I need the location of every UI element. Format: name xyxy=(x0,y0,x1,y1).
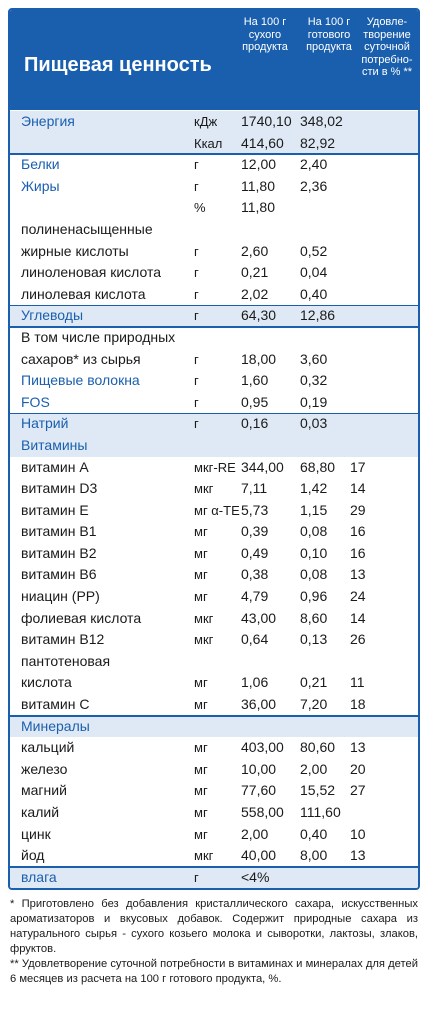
row-value-dry: 414,60 xyxy=(241,134,284,151)
row-value-dry: 1740,10 xyxy=(241,113,292,129)
row-value-dry: 558,00 xyxy=(241,804,284,820)
row-name: витамин B6 xyxy=(21,566,97,583)
row-unit: г xyxy=(194,416,199,432)
table-row xyxy=(10,737,418,759)
table-row xyxy=(10,111,418,133)
table-row xyxy=(10,241,418,263)
row-unit: г xyxy=(194,178,199,194)
row-value-dry: 1,06 xyxy=(241,674,269,691)
row-unit: мг xyxy=(194,524,208,540)
row-name: Пищевые волокна xyxy=(21,372,140,389)
row-unit: г xyxy=(194,351,199,367)
row-unit: мг xyxy=(194,697,208,713)
table-row xyxy=(10,197,418,219)
table-row xyxy=(10,262,418,284)
row-value-ready: 0,96 xyxy=(300,588,328,605)
table-row xyxy=(10,413,418,435)
row-unit: мг xyxy=(194,783,208,799)
row-unit: мг xyxy=(194,805,208,820)
row-name: полиненасыщенные xyxy=(21,220,153,237)
row-value-ready: 348,02 xyxy=(300,113,343,129)
row-name: Белки xyxy=(21,156,60,173)
table-row xyxy=(10,716,418,738)
row-unit: мг xyxy=(194,740,208,756)
row-name: жирные кислоты xyxy=(21,242,129,259)
section-divider xyxy=(10,715,418,717)
table-row xyxy=(10,219,418,241)
row-value-dry: 5,73 xyxy=(241,501,269,518)
row-value-dry: <4% xyxy=(241,868,270,885)
row-value-ready: 0,40 xyxy=(300,825,328,842)
row-value-dry: 2,60 xyxy=(241,242,269,259)
row-value-daily: 14 xyxy=(350,609,366,626)
row-value-ready: 8,60 xyxy=(300,609,328,626)
row-value-dry: 0,49 xyxy=(241,544,269,561)
row-value-ready: 1,42 xyxy=(300,480,328,497)
row-name: витамин C xyxy=(21,696,90,713)
row-value-daily: 29 xyxy=(350,501,366,518)
row-value-dry: 43,00 xyxy=(241,609,277,626)
row-name: сахаров* из сырья xyxy=(21,350,141,367)
table-row xyxy=(10,586,418,608)
header-per-100g-dry: На 100 г сухого продукта xyxy=(242,16,288,53)
section-divider xyxy=(10,153,418,155)
row-value-daily: 24 xyxy=(350,588,366,605)
table-row xyxy=(10,824,418,846)
row-value-dry: 36,00 xyxy=(241,696,277,713)
row-value-daily: 10 xyxy=(350,825,366,842)
row-value-ready: 0,19 xyxy=(300,393,328,410)
row-unit: мкг xyxy=(194,632,214,648)
row-value-dry: 0,39 xyxy=(241,523,269,540)
table-row xyxy=(10,327,418,349)
row-unit: г xyxy=(194,286,199,302)
row-name: кислота xyxy=(21,674,72,691)
row-value-dry: 0,64 xyxy=(241,631,269,648)
row-value-dry: 11,80 xyxy=(241,199,275,216)
header-daily-need: Удовле-творение суточной потребно-сти в % ** xyxy=(361,16,413,78)
table-row xyxy=(10,672,418,694)
row-value-daily: 20 xyxy=(350,760,366,777)
row-name: витамин E xyxy=(21,501,89,518)
row-name: FOS xyxy=(21,393,50,410)
row-name: Энергия xyxy=(21,113,75,129)
row-value-daily: 13 xyxy=(350,566,366,583)
table-row xyxy=(10,759,418,781)
row-name: В том числе природных xyxy=(21,328,176,345)
row-unit: г xyxy=(194,157,199,173)
row-value-ready: 0,08 xyxy=(300,523,328,540)
section-divider xyxy=(10,305,418,307)
table-row xyxy=(10,780,418,802)
table-row xyxy=(10,478,418,500)
row-name: Жиры xyxy=(21,177,60,194)
row-unit: г xyxy=(194,265,199,281)
row-value-ready: 1,15 xyxy=(300,501,328,518)
row-unit: % xyxy=(194,200,206,216)
row-value-dry: 0,16 xyxy=(241,415,269,432)
row-value-ready: 12,86 xyxy=(300,307,336,324)
table-row xyxy=(10,629,418,651)
row-value-ready: 82,92 xyxy=(300,134,336,151)
header-per-100g-ready: На 100 г готового продукта xyxy=(306,16,352,53)
row-value-dry: 4,79 xyxy=(241,588,269,605)
row-unit: мг xyxy=(194,675,208,691)
row-value-dry: 10,00 xyxy=(241,760,277,777)
row-name: линоленовая кислота xyxy=(21,264,161,281)
row-unit: г xyxy=(194,394,199,410)
table-row xyxy=(10,457,418,479)
table-row xyxy=(10,133,418,155)
row-unit: мкг-RE xyxy=(194,459,236,475)
row-value-dry: 403,00 xyxy=(241,739,284,756)
row-name: витамин B2 xyxy=(21,544,97,561)
row-name: пантотеновая xyxy=(21,652,111,669)
row-value-daily: 18 xyxy=(350,696,366,713)
table-row xyxy=(10,608,418,630)
table-row xyxy=(10,176,418,198)
row-name: Витамины xyxy=(21,436,88,453)
row-name: витамин B1 xyxy=(21,523,97,540)
section-divider xyxy=(10,866,418,868)
table-row xyxy=(10,154,418,176)
row-value-dry: 12,00 xyxy=(241,156,277,173)
table-header xyxy=(10,10,418,110)
footnote-sugar: * Приготовлено без добавления кристаллического сахара, искусственных ароматизаторов и вкусовых добавок. Содержит природные сахара из натурального сырья - сухого козьего молока и сыворотки, лактозы, злаков, фруктов. xyxy=(10,898,418,955)
row-unit: мкг xyxy=(194,610,214,626)
row-value-ready: 0,52 xyxy=(300,242,328,259)
row-value-ready: 0,03 xyxy=(300,415,328,432)
row-value-dry: 18,00 xyxy=(241,350,277,367)
table-title: Пищевая ценность xyxy=(24,54,212,76)
row-value-daily: 11 xyxy=(350,674,365,691)
row-value-dry: 0,21 xyxy=(241,264,269,281)
row-name: магний xyxy=(21,782,67,799)
nutrition-table xyxy=(8,8,420,890)
table-row xyxy=(10,845,418,867)
row-value-ready: 2,00 xyxy=(300,760,328,777)
table-row xyxy=(10,651,418,673)
table-row xyxy=(10,564,418,586)
row-value-dry: 2,02 xyxy=(241,285,269,302)
row-value-dry: 7,11 xyxy=(241,480,268,497)
row-name: Натрий xyxy=(21,415,69,432)
row-name: кальций xyxy=(21,739,75,756)
footnotes xyxy=(10,897,418,987)
row-name: фолиевая кислота xyxy=(21,609,142,626)
table-row xyxy=(10,435,418,457)
row-value-dry: 1,60 xyxy=(241,372,269,389)
row-name: железо xyxy=(21,760,68,777)
row-name: ниацин (PP) xyxy=(21,588,100,605)
row-unit: г xyxy=(194,243,199,259)
table-row xyxy=(10,349,418,371)
row-name: витамин A xyxy=(21,458,89,475)
row-name: йод xyxy=(21,847,45,864)
row-value-ready: 0,10 xyxy=(300,544,328,561)
row-unit: мкг xyxy=(194,848,214,864)
row-unit: мг xyxy=(194,761,208,777)
row-value-ready: 2,36 xyxy=(300,177,328,194)
row-value-ready: 80,60 xyxy=(300,739,336,756)
row-value-dry: 2,00 xyxy=(241,825,269,842)
table-row xyxy=(10,370,418,392)
row-value-ready: 7,20 xyxy=(300,696,328,713)
row-value-daily: 16 xyxy=(350,544,366,561)
row-value-ready: 0,04 xyxy=(300,264,328,281)
row-name: цинк xyxy=(21,825,51,842)
row-value-daily: 16 xyxy=(350,523,366,540)
row-value-daily: 27 xyxy=(350,782,366,799)
row-name: витамин D3 xyxy=(21,480,98,497)
row-value-daily: 17 xyxy=(350,458,366,475)
row-unit: кДж xyxy=(194,114,218,129)
row-name: Углеводы xyxy=(21,307,84,324)
row-value-ready: 0,21 xyxy=(300,674,328,691)
table-row xyxy=(10,305,418,327)
section-divider xyxy=(10,326,418,328)
row-value-dry: 344,00 xyxy=(241,458,284,475)
row-value-daily: 26 xyxy=(350,631,366,648)
row-unit: г xyxy=(194,373,199,389)
row-unit: мкг xyxy=(194,481,214,497)
row-value-ready: 3,60 xyxy=(300,350,328,367)
table-body xyxy=(10,111,418,888)
section-divider xyxy=(10,413,418,415)
row-value-ready: 0,13 xyxy=(300,631,328,648)
row-value-daily: 13 xyxy=(350,739,366,756)
row-name: влага xyxy=(21,868,57,885)
table-row xyxy=(10,694,418,716)
table-row xyxy=(10,543,418,565)
row-unit: Ккал xyxy=(194,135,223,151)
row-unit: мг xyxy=(194,826,208,842)
row-value-ready: 15,52 xyxy=(300,782,336,799)
row-unit: мг xyxy=(194,589,208,605)
row-unit: г xyxy=(194,308,199,324)
row-name: витамин B12 xyxy=(21,631,105,648)
row-name: линолевая кислота xyxy=(21,285,146,302)
row-value-dry: 0,38 xyxy=(241,566,269,583)
row-unit: мг α-TE xyxy=(194,502,240,518)
row-value-dry: 77,60 xyxy=(241,782,277,799)
row-value-ready: 68,80 xyxy=(300,458,336,475)
row-unit: мг xyxy=(194,545,208,561)
row-value-ready: 0,08 xyxy=(300,566,328,583)
row-unit: г xyxy=(194,869,199,885)
table-row xyxy=(10,500,418,522)
row-name: калий xyxy=(21,804,60,820)
row-value-dry: 11,80 xyxy=(241,177,275,194)
table-row xyxy=(10,802,418,824)
row-value-ready: 8,00 xyxy=(300,847,328,864)
table-row xyxy=(10,867,418,889)
table-row xyxy=(10,521,418,543)
row-value-dry: 40,00 xyxy=(241,847,277,864)
row-name: Минералы xyxy=(21,717,90,734)
row-value-ready: 2,40 xyxy=(300,156,328,173)
row-value-ready: 111,60 xyxy=(300,804,341,820)
row-value-dry: 64,30 xyxy=(241,307,277,324)
row-value-ready: 0,32 xyxy=(300,372,328,389)
table-row xyxy=(10,392,418,414)
table-row xyxy=(10,284,418,306)
footnote-daily-need: ** Удовлетворение суточной потребности в витаминах и минералах для детей 6 месяцев из расчета на 100 г готового продукта, %. xyxy=(10,958,418,985)
row-value-ready: 0,40 xyxy=(300,285,328,302)
row-value-daily: 14 xyxy=(350,480,366,497)
row-unit: мг xyxy=(194,567,208,583)
row-value-dry: 0,95 xyxy=(241,393,269,410)
row-value-daily: 13 xyxy=(350,847,366,864)
